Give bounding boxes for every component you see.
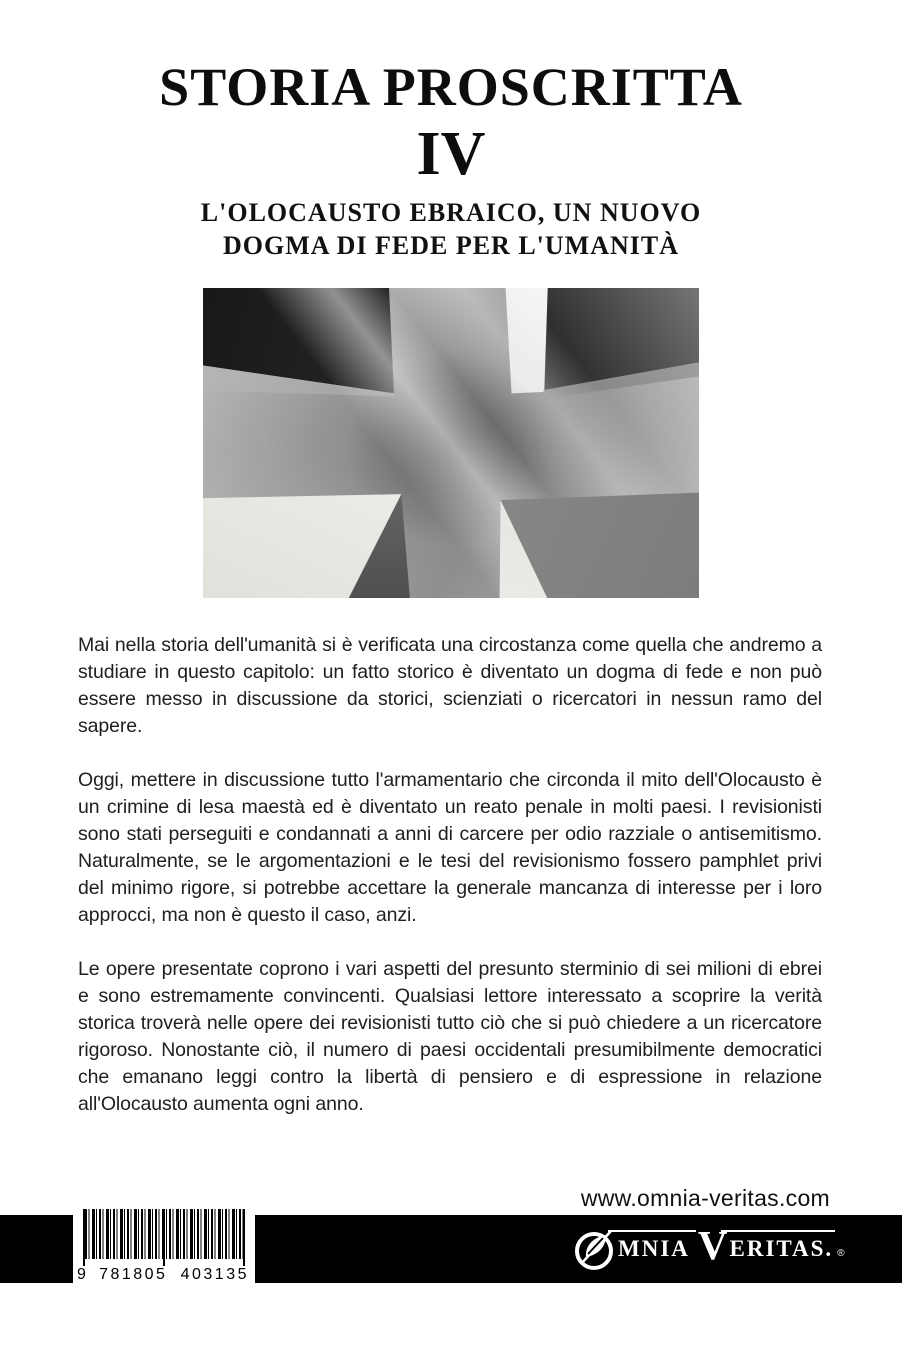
subtitle-line-2: DOGMA DI FEDE PER L'UMANITÀ: [222, 231, 679, 260]
back-cover-text: [0, 632, 902, 1118]
barcode-guard-middle: [163, 1209, 165, 1271]
cover-header: [0, 0, 902, 262]
subtitle-line-1: L'OLOCAUSTO EBRAICO, UN NUOVO: [200, 198, 702, 227]
volume-number: IV: [416, 120, 486, 188]
logo-text-mnia: MNIA: [608, 1230, 696, 1262]
logo-text-eritas: ERITAS.: [721, 1230, 836, 1262]
barcode-lead-digit: 9: [77, 1266, 86, 1283]
book-title: STORIA PROSCRITTA: [159, 57, 743, 117]
paragraph-1: Mai nella storia dell'umanità si è verificata una circostanza come quella che andremo a studiare in questo capitolo: un fatto storico è diventato un dogma di fede e non può essere messo in discussione da storici, scienziati o ricercatori in nessun ramo del sapere.: [78, 634, 822, 737]
logo-text-v: V: [697, 1222, 728, 1268]
barcode-digits: [75, 1266, 251, 1284]
omnia-veritas-logo: [572, 1222, 845, 1271]
barcode-group-1: 781805: [99, 1266, 168, 1283]
isbn-barcode: [73, 1204, 255, 1286]
registered-trademark-icon: ®: [837, 1248, 845, 1259]
paragraph-3: Le opere presentate coprono i vari aspetti del presunto sterminio di sei milioni di ebrei e sono estremamente convincenti. Qualsiasi lettore interessato a scoprire la verità storica troverà nelle opere dei revisionisti tutto ciò che si può chiedere a un ricercatore rigoroso. Nonostante ciò, il numero di paesi occidentali presumibilmente democratici che emanano leggi contro la libertà di pensiero e di espressione in relazione all'Olocausto aumenta ogni anno.: [78, 958, 822, 1115]
publisher-website: www.omnia-veritas.com: [580, 1185, 830, 1211]
memorial-photo: [203, 288, 699, 598]
barcode-guard-right: [243, 1209, 245, 1271]
book-subtitle: [0, 196, 902, 262]
paragraph-2: Oggi, mettere in discussione tutto l'armamentario che circonda il mito dell'Olocausto è un crimine di lesa maestà ed è diventato un reato penale in molti paesi. I revisionisti sono stati perseguiti e condannati a anni di carcere per odio razziale o antisemitismo. Naturalmente, se le argomentazioni e le tesi del revisionismo fossero pamphlet privi del minimo rigore, si potrebbe accettare la generale mancanza di interesse per i loro approcci, ma non è questo il caso, anzi.: [78, 769, 822, 926]
barcode-guard-left: [83, 1209, 85, 1271]
barcode-group-2: 403135: [180, 1266, 249, 1283]
